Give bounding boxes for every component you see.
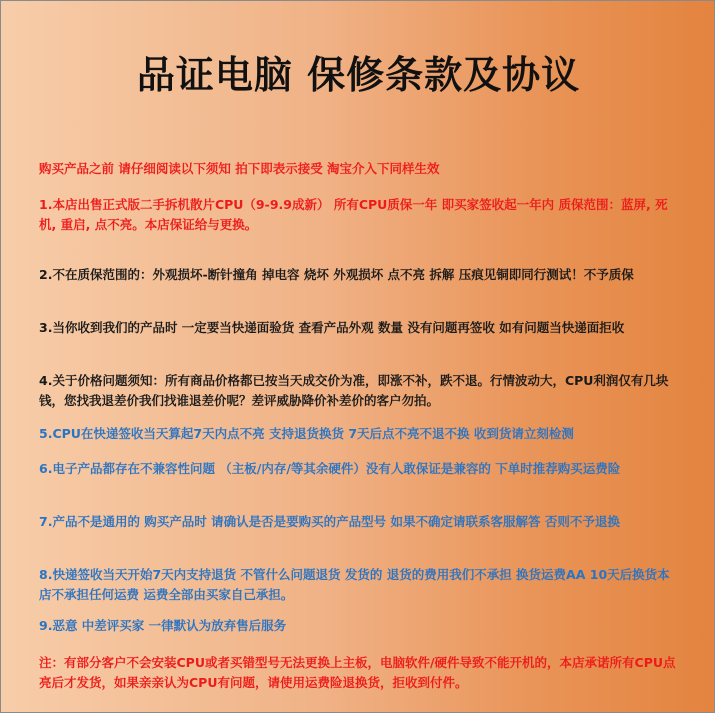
clause-1-warranty-scope: 1.本店出售正式版二手拆机散片CPU（9-9.9成新） 所有CPU质保一年 即买家签收起一年内 质保范围：蓝屏, 死机, 重启, 点不亮。本店保证给与更换。 xyxy=(39,197,668,232)
clause-6-compatibility: 6.电子产品都存在不兼容性问题 （主板/内存/等其余硬件）没有人敢保证是兼容的 下单时推荐购买运费险 xyxy=(39,461,621,476)
clause-5-doa-policy: 5.CPU在快递签收当天算起7天内点不亮 支持退货换货 7天后点不亮不退不换 收到货请立刻检测 xyxy=(39,426,574,441)
clause-8-returns-shipping: 8.快递签收当天开始7天内支持退货 不管什么问题退货 发货的 退货的费用我们不承担 换货运费AA 10天后换货本店不承担任何运费 运费全部由买家自己承担。 xyxy=(39,567,670,602)
footer-note: 注：有部分客户不会安装CPU或者买错型号无法更换上主板，电脑软件/硬件导致不能开机的，本店承诺所有CPU点亮后才发货，如果亲亲认为CPU有问题，请使用运费险退换货，拒收到付件。 xyxy=(39,655,676,690)
intro-notice: 购买产品之前 请仔细阅读以下须知 拍下即表示接受 淘宝介入下同样生效 xyxy=(39,161,440,176)
page-title: 品证电脑 保修条款及协议 xyxy=(136,53,581,97)
clause-2-exclusions: 2.不在质保范围的：外观损坏-断针撞角 掉电容 烧坏 外观损坏 点不亮 拆解 压痕见铜即同行测试！不予质保 xyxy=(39,267,634,282)
clause-7-model-confirmation: 7.产品不是通用的 购买产品时 请确认是否是要购买的产品型号 如果不确定请联系客服解答 否则不予退换 xyxy=(39,514,620,529)
clause-4-pricing: 4.关于价格问题须知：所有商品价格都已按当天成交价为准，即涨不补，跌不退。行情波动大，CPU利润仅有几块钱，您找我退差价我们找谁退差价呢？差评威胁降价补差价的客户勿拍。 xyxy=(39,373,669,408)
clause-9-malicious-reviews: 9.恶意 中差评买家 一律默认为放弃售后服务 xyxy=(39,618,287,633)
clause-3-inspection: 3.当你收到我们的产品时 一定要当快递面验货 查看产品外观 数量 没有问题再签收 如有问题当快递面拒收 xyxy=(39,320,625,335)
